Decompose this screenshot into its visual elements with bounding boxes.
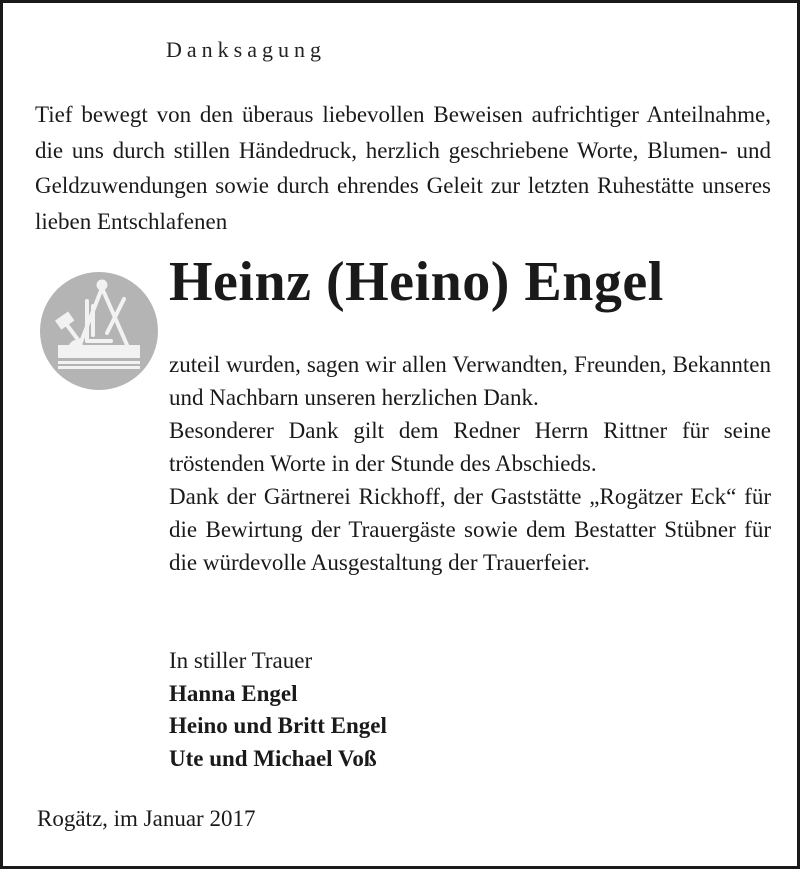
- notice-heading: Danksagung: [166, 37, 326, 62]
- place-date: Rogätz, im Januar 2017: [37, 806, 256, 831]
- thanks-paragraph: Dank der Gärtnerei Rickhoff, der Gaststätte „Rogätzer Eck“ für die Bewirtung der Trauergäste sowie dem Bestatter Stübner für die würdevolle Ausgestaltung der Trauerfeier.: [169, 484, 771, 575]
- signature-name: Hanna Engel: [169, 680, 298, 706]
- carpenter-tools-icon: [39, 271, 159, 391]
- signature-block: [169, 645, 387, 775]
- deceased-name: Heinz (Heino) Engel: [169, 251, 664, 313]
- thanks-paragraph: Besonderer Dank gilt dem Redner Herrn Rittner für seine tröstenden Worte in der Stunde des Abschieds.: [169, 418, 771, 476]
- signature-name: Ute und Michael Voß: [169, 745, 377, 771]
- thanks-body: [169, 348, 771, 579]
- signature-intro: In stiller Trauer: [169, 648, 313, 673]
- signature-name: Heino und Britt Engel: [169, 713, 387, 738]
- intro-paragraph: Tief bewegt von den überaus liebevollen Beweisen aufrichtiger Anteilnahme, die uns durch stillen Händedruck, herzlich geschriebene Worte, Blumen- und Geldzuwendungen sowie durch ehrendes Geleit zur letzten Ruhestätte unseres lieben Entschlafenen: [35, 102, 771, 234]
- thanks-paragraph: zuteil wurden, sagen wir allen Verwandten, Freunden, Bekannten und Nachbarn unseren herzlichen Dank.: [169, 352, 771, 410]
